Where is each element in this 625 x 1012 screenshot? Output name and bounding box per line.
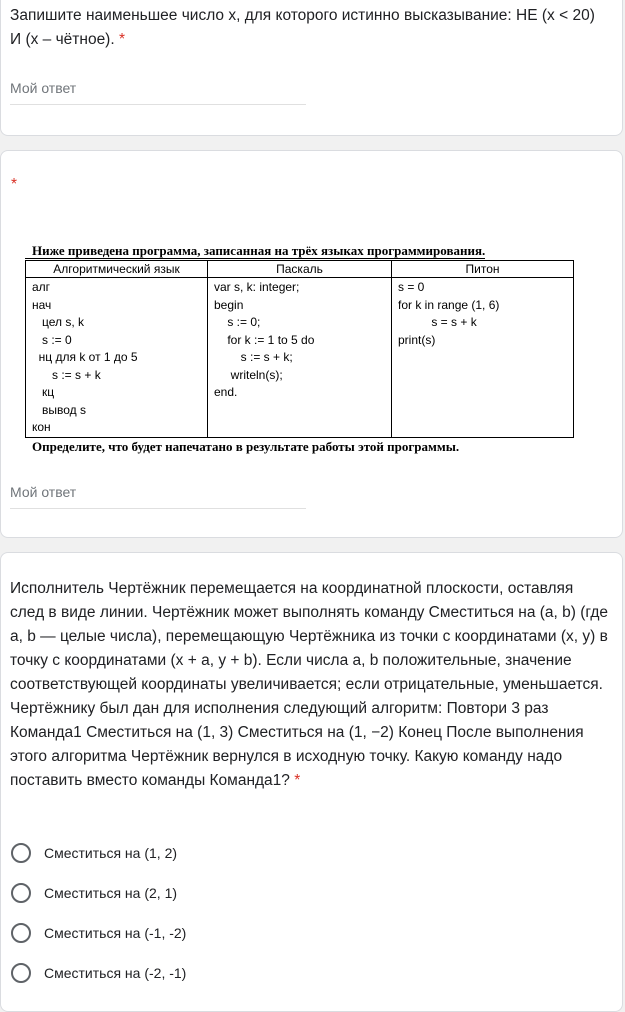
answer-placeholder: Мой ответ (10, 484, 77, 500)
radio-option[interactable] (11, 842, 177, 864)
option-label: Сместиться на (2, 1) (44, 885, 178, 901)
code-line: writeln(s); (214, 367, 283, 382)
code-line: s := 0 (32, 332, 72, 347)
code-line: for k in range (1, 6) (398, 297, 500, 312)
header-algo: Алгоритмический язык (26, 261, 208, 278)
question-card-2 (0, 150, 623, 538)
code-line: нц для k от 1 до 5 (32, 350, 138, 364)
code-line: s := s + k (32, 367, 101, 382)
option-label: Сместиться на (-1, -2) (44, 925, 187, 941)
code-line: begin (214, 297, 244, 312)
radio-option[interactable] (11, 882, 177, 904)
radio-button[interactable] (11, 923, 31, 943)
question-card-3 (0, 552, 623, 1012)
python-code-cell (392, 278, 574, 438)
code-line: print(s) (398, 332, 436, 347)
code-line: нач (32, 297, 52, 312)
code-line: кц (32, 385, 55, 399)
code-line: var s, k: integer; (214, 280, 300, 294)
program-outro: Определите, что будет напечатано в результате работы этой программы. (32, 438, 460, 454)
code-line: s = s + k (398, 315, 477, 329)
option-label: Сместиться на (1, 2) (44, 845, 178, 861)
header-python: Питон (392, 261, 574, 278)
code-line: s := 0; (214, 315, 261, 329)
short-answer-input[interactable] (10, 480, 306, 509)
code-line: for k := 1 to 5 do (214, 332, 315, 347)
code-line: end. (214, 385, 238, 399)
program-table (25, 260, 574, 438)
code-line: вывод s (32, 402, 86, 417)
question-title: Исполнитель Чертёжник перемещается на координатной плоскости, оставляя след в виде линии. Чертёжник может выполнять команду Сместиться на (a, b) (где a, b — целые числа), перемещающую Чертёжника из точки с координатами (x, y) в точку с координатами (x + a, y + b). Если числа a, b положительные, значение соответствующей координаты увеличивается; если отрицательные, уменьшается. Чертёжнику был дан для исполнения следующий алгоритм: Повтори 3 раз Команда1 Сместиться на (1, 3) Сместиться на (1, −2) Конец После выполнения этого алгоритма Чертёжник вернулся в исходную точку. Какую команду надо поставить вместо команды Команда1? * (10, 580, 609, 789)
radio-button[interactable] (11, 883, 31, 903)
option-label: Сместиться на (-2, -1) (44, 965, 187, 981)
header-pascal: Паскаль (208, 261, 392, 278)
radio-button[interactable] (11, 843, 31, 863)
code-line: s := s + k; (214, 350, 293, 364)
required-asterisk: * (11, 176, 18, 193)
program-image (25, 242, 575, 456)
radio-button[interactable] (11, 963, 31, 983)
required-asterisk: * (294, 772, 301, 789)
question-title: Запишите наименьшее число x, для которого истинно высказывание: НЕ (x < 20) И (x – чётное). * (10, 7, 595, 48)
short-answer-input[interactable] (10, 76, 306, 105)
code-line: кон (32, 420, 51, 434)
answer-placeholder: Мой ответ (10, 80, 77, 96)
required-asterisk: * (118, 31, 126, 48)
pascal-code-cell (208, 278, 392, 438)
code-line: алг (32, 280, 51, 294)
question-card-1 (0, 0, 623, 136)
radio-option[interactable] (11, 922, 186, 944)
code-line: цел s, k (32, 315, 85, 329)
program-intro: Ниже приведена программа, записанная на трёх языках программирования. (25, 243, 485, 259)
algo-code-cell (26, 278, 208, 438)
code-line: s = 0 (398, 280, 425, 294)
